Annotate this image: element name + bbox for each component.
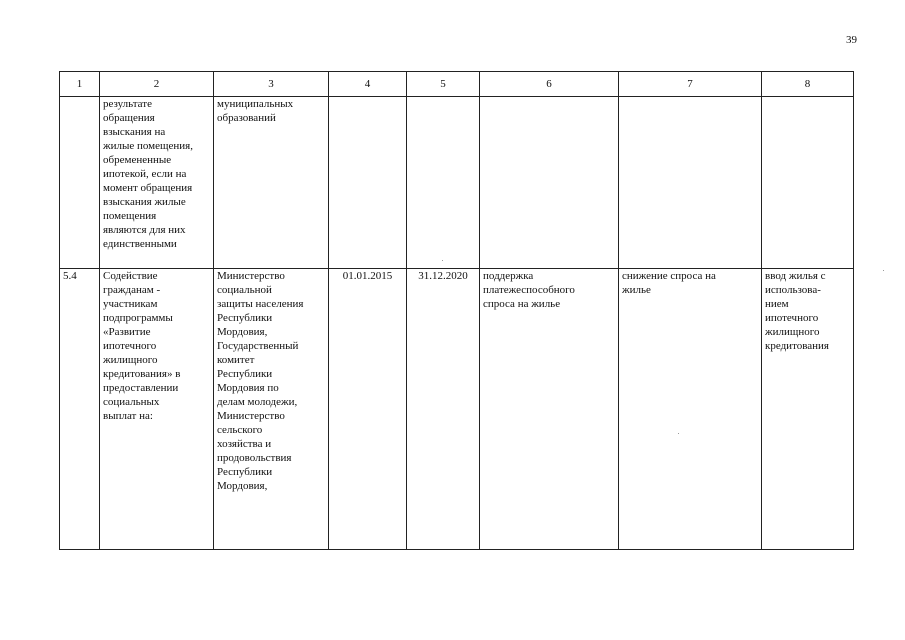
text-line: взыскания жилые — [103, 196, 186, 208]
text-line: Министерство — [217, 270, 285, 282]
text-line: делам молодежи, — [217, 396, 298, 408]
header-row — [60, 72, 854, 97]
text-line: единственными — [103, 238, 177, 250]
header-col-2: 2 — [100, 72, 214, 97]
goal-cell — [480, 269, 619, 550]
text-line: Мордовия, — [217, 480, 268, 492]
text-line: кредитования» в — [103, 368, 181, 380]
text-line: комитет — [217, 354, 255, 366]
text-line: жилищного — [765, 326, 820, 338]
text-line: взыскания на — [103, 126, 166, 138]
scan-speck — [678, 433, 679, 434]
text-line: кредитования — [765, 340, 829, 352]
text-line: «Развитие — [103, 326, 151, 338]
header-col-8: 8 — [762, 72, 854, 97]
indicator-cell — [762, 269, 854, 550]
continued-result-cell — [619, 97, 762, 269]
text-line: использова- — [765, 284, 821, 296]
text-line: являются для них — [103, 224, 186, 236]
text-line: Республики — [217, 466, 273, 478]
result-cell — [619, 269, 762, 550]
header-col-7: 7 — [619, 72, 762, 97]
text-line: социальных — [103, 396, 160, 408]
text-line: нием — [765, 298, 789, 310]
text-line: помещения — [103, 210, 157, 222]
text-line: жилищного — [103, 354, 158, 366]
scan-speck — [442, 260, 443, 261]
continued-executor-cell — [214, 97, 329, 269]
text-line: образований — [217, 112, 276, 124]
page-number: 39 — [846, 34, 857, 46]
text-line: хозяйства и — [217, 438, 272, 450]
text-line: предоставлении — [103, 382, 179, 394]
table-row-5-4 — [60, 269, 854, 550]
header-col-5: 5 — [407, 72, 480, 97]
text-line: сельского — [217, 424, 263, 436]
text-line: защиты населения — [217, 298, 304, 310]
text-line: Мордовия по — [217, 382, 279, 394]
text-line: поддержка — [483, 270, 534, 282]
text-line: выплат на: — [103, 410, 153, 422]
program-measures-table — [59, 71, 854, 550]
continued-number-cell — [60, 97, 100, 269]
text-line: Мордовия, — [217, 326, 268, 338]
text-line: снижение спроса на — [622, 270, 716, 282]
text-line: обращения — [103, 112, 155, 124]
text-line: спроса на жилье — [483, 298, 561, 310]
measure-number-cell: 5.4 — [60, 269, 100, 550]
text-line: Республики — [217, 312, 273, 324]
text-line: муниципальных — [217, 98, 294, 110]
header-col-1: 1 — [60, 72, 100, 97]
text-line: продовольствия — [217, 452, 292, 464]
measure-name-cell — [100, 269, 214, 550]
text-line: результате — [103, 98, 152, 110]
text-line: Государственный — [217, 340, 299, 352]
text-line: ввод жилья с — [765, 270, 826, 282]
text-line: жилье — [622, 284, 651, 296]
text-line: ипотечного — [103, 340, 157, 352]
start-date-cell: 01.01.2015 — [329, 269, 407, 550]
continued-measure-cell — [100, 97, 214, 269]
header-col-6: 6 — [480, 72, 619, 97]
text-line: участникам — [103, 298, 158, 310]
continued-goal-cell — [480, 97, 619, 269]
text-line: Министерство — [217, 410, 285, 422]
executor-cell — [214, 269, 329, 550]
text-line: подпрограммы — [103, 312, 173, 324]
header-col-3: 3 — [214, 72, 329, 97]
continued-start-cell — [329, 97, 407, 269]
text-line: ипотекой, если на — [103, 168, 187, 180]
text-line: платежеспособного — [483, 284, 575, 296]
continued-end-cell — [407, 97, 480, 269]
text-line: обремененные — [103, 154, 172, 166]
continued-indicator-cell — [762, 97, 854, 269]
text-line: ипотечного — [765, 312, 819, 324]
header-col-4: 4 — [329, 72, 407, 97]
text-line: гражданам - — [103, 284, 161, 296]
end-date-cell: 31.12.2020 — [407, 269, 480, 550]
table-row-continued — [60, 97, 854, 269]
text-line: момент обращения — [103, 182, 193, 194]
text-line: социальной — [217, 284, 272, 296]
text-line: Содействие — [103, 270, 158, 282]
text-line: Республики — [217, 368, 273, 380]
scan-speck — [883, 270, 884, 271]
text-line: жилые помещения, — [103, 140, 193, 152]
